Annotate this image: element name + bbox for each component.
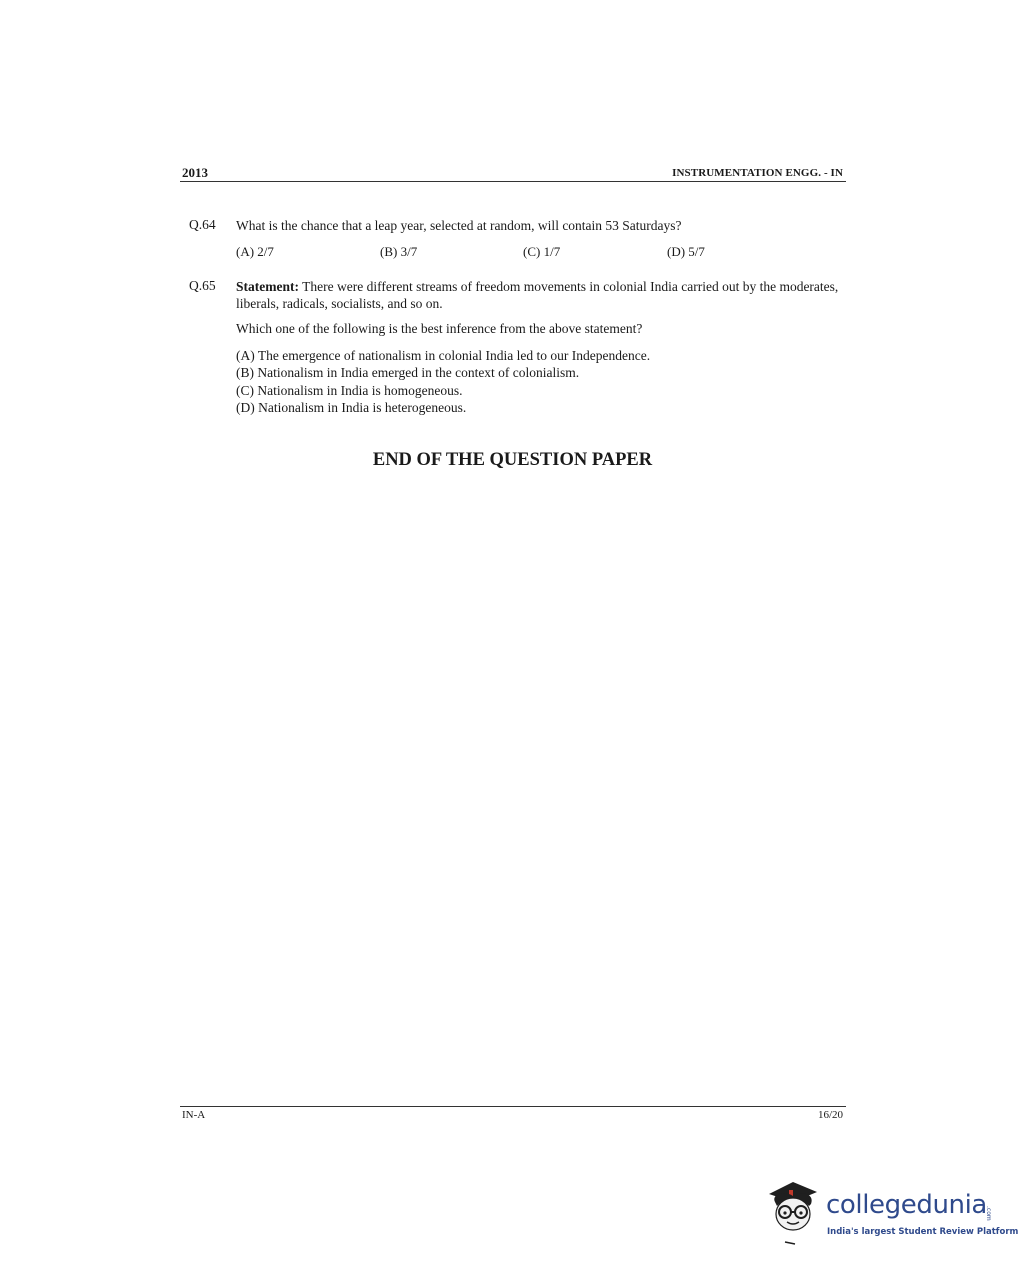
option-d: (D) Nationalism in India is heterogeneous. — [236, 399, 467, 415]
end-of-paper-heading: END OF THE QUESTION PAPER — [372, 450, 653, 470]
footer-divider — [180, 1106, 846, 1107]
header-year: 2013 — [182, 165, 208, 180]
question-text: What is the chance that a leap year, selected at random, will contain 53 Saturdays? — [236, 218, 682, 233]
statement-text: There were different streams of freedom movements in colonial India carried out by the moderates, liberals, radicals, socialists, and so on. — [236, 279, 839, 311]
brand-domain-suffix: .com — [985, 1206, 992, 1221]
options-list — [236, 347, 650, 416]
brand-wordmark: collegedunia — [826, 1190, 987, 1220]
paper-code: IN-A — [182, 1109, 206, 1121]
option-a: (A) 2/7 — [236, 244, 274, 259]
option-b: (B) Nationalism in India emerged in the context of colonialism. — [236, 365, 580, 381]
header-subject: INSTRUMENTATION ENGG. - IN — [672, 167, 843, 179]
brand-tagline: India's largest Student Review Platform — [827, 1227, 1019, 1237]
option-d: (D) 5/7 — [667, 244, 705, 259]
statement-paragraph — [236, 278, 846, 312]
option-c: (C) 1/7 — [523, 244, 561, 259]
option-c: (C) Nationalism in India is homogeneous. — [236, 382, 463, 398]
statement-label: Statement: — [236, 279, 299, 294]
question-number: Q.65 — [189, 278, 216, 293]
page-number: 16/20 — [817, 1109, 843, 1121]
question-number: Q.64 — [189, 217, 216, 232]
header-divider — [180, 181, 846, 182]
question-text: Which one of the following is the best inference from the above statement? — [236, 321, 643, 336]
option-a: (A) The emergence of nationalism in colonial India led to our Independence. — [236, 348, 651, 363]
option-b: (B) 3/7 — [380, 244, 418, 259]
